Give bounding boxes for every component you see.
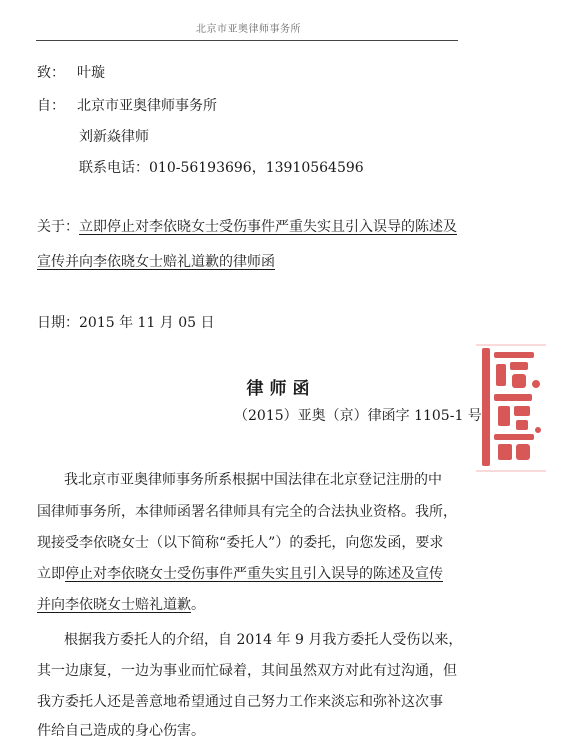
from-line	[37, 96, 217, 116]
subject-text-1: 立即停止对李依晓女士受伤事件严重失实且引入误导的陈述及	[79, 219, 457, 235]
subject-line-2	[37, 252, 275, 272]
subject-line-1	[37, 217, 457, 237]
body-p2-line1: 根据我方委托人的介绍，自 2014 年 9 月我方委托人受伤以来，	[64, 632, 463, 648]
body-p2-line4: 件给自己造成的身心伤害。	[37, 723, 205, 739]
letter-title: 律师函	[246, 379, 316, 399]
to-name: 叶璇	[77, 65, 105, 81]
header-firm-name: 北京市亚奥律师事务所	[196, 24, 301, 35]
from-firm: 北京市亚奥律师事务所	[77, 98, 217, 114]
body-p1-line5-suffix: 。	[191, 597, 205, 613]
contact-phone: 联系电话：010-56193696，13910564596	[79, 160, 364, 176]
body-p1-line2: 国律师事务所，本律师函署名律师具有完全的合法执业资格。我所，	[37, 504, 457, 520]
date-line: 日期：2015 年 11 月 05 日	[37, 315, 215, 331]
body-p1-line4	[37, 564, 443, 584]
subject-label: 关于：	[37, 219, 79, 235]
seal-stamp-icon	[476, 344, 546, 472]
body-p2-line2: 其一边康复，一边为事业而忙碌着，其间虽然双方对此有过沟通，但	[37, 663, 457, 679]
body-p1-line4-underlined: 停止对李依晓女士受伤事件严重失实且引入误导的陈述及宣传	[65, 566, 443, 582]
to-label: 致：	[37, 65, 65, 81]
body-p1-line5	[37, 595, 205, 615]
body-p2-line3: 我方委托人还是善意地希望通过自己努力工作来淡忘和弥补这次事	[37, 694, 443, 710]
body-p1-line1: 我北京市亚奥律师事务所系根据中国法律在北京登记注册的中	[64, 472, 442, 488]
body-p1-line5-underlined: 并向李依晓女士赔礼道歉	[37, 597, 191, 613]
body-p1-line3: 现接受李依晓女士（以下简称“委托人”）的委托，向您发函，要求	[37, 535, 444, 551]
from-label: 自：	[37, 98, 65, 114]
subject-text-2: 宣传并向李依晓女士赔礼道歉的律师函	[37, 254, 275, 270]
body-p1-line4-prefix: 立即	[37, 566, 65, 582]
to-line	[37, 63, 105, 83]
letter-reference: （2015）亚奥（京）律函字 1105-1 号	[234, 408, 482, 424]
from-lawyer: 刘新焱律师	[79, 129, 149, 145]
header-divider	[36, 40, 458, 41]
